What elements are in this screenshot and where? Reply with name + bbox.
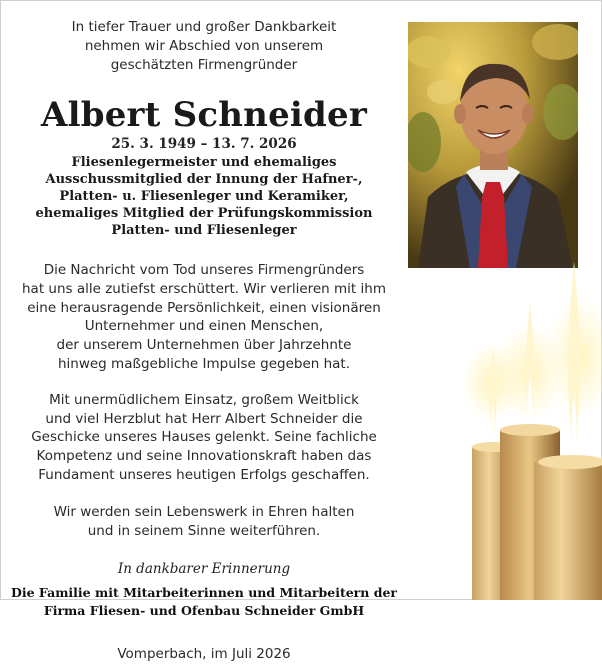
paragraph-line: Kompetenz und seine Innovationskraft haben das (36, 448, 372, 465)
paragraph-promise (0, 503, 408, 541)
role-line: Platten- u. Fliesenleger und Keramiker, (59, 189, 349, 204)
paragraph-line: Die Nachricht vom Tod unseres Firmengründers (43, 262, 365, 278)
life-dates: 25. 3. 1949 – 13. 7. 2026 (111, 136, 297, 152)
gratitude-line: In dankbarer Erinnerung (117, 561, 291, 578)
role-line: Platten- und Fliesenleger (111, 223, 297, 238)
place-date: Vomperbach, im Juli 2026 (117, 646, 291, 663)
paragraph-line: Geschicke unseres Hauses gelenkt. Seine fachliche (31, 429, 377, 446)
obituary-text (0, 18, 408, 664)
candles-illustration (462, 262, 602, 600)
paragraph-line: und in seinem Sinne weiterführen. (87, 522, 321, 539)
paragraph-line: hinweg maßgebliche Impulse gegeben hat. (57, 355, 351, 372)
intro-line: geschätzten Firmengründer (110, 57, 298, 73)
paragraph-line: Fundament unseres heutigen Erfolgs geschaffen. (38, 466, 370, 483)
family-line: Die Familie mit Mitarbeiterinnen und Mitarbeitern der (11, 585, 397, 601)
role-line: ehemaliges Mitglied der Prüfungskommission (35, 206, 373, 221)
portrait-photo (408, 22, 578, 268)
paragraph-line: Wir werden sein Lebenswerk in Ehren halten (53, 503, 355, 520)
family-line: Firma Fliesen- und Ofenbau Schneider GmbH (43, 602, 365, 618)
paragraph-tribute (0, 391, 408, 485)
role-line: Ausschussmitglied der Innung der Hafner-, (45, 172, 363, 187)
paragraph-message (0, 261, 408, 374)
intro-line: nehmen wir Abschied von unserem (84, 38, 324, 54)
portrait-illustration (408, 22, 578, 268)
paragraph-line: Mit unermüdlichem Einsatz, großem Weitblick (49, 391, 359, 408)
intro-line: In tiefer Trauer und großer Dankbarkeit (71, 19, 337, 35)
deceased-name: Albert Schneider (41, 95, 367, 135)
family-signature (0, 584, 408, 619)
paragraph-line: hat uns alle zutiefst erschüttert. Wir verlieren mit ihm (22, 280, 386, 297)
paragraph-line: und viel Herzblut hat Herr Albert Schneider die (45, 410, 363, 427)
role-description (0, 154, 408, 239)
paragraph-line: der unserem Unternehmen über Jahrzehnte (56, 337, 352, 354)
role-line: Fliesenlegermeister und ehemaliges (71, 155, 337, 170)
paragraph-line: Unternehmer und einen Menschen, (84, 318, 324, 335)
intro-text (0, 18, 408, 75)
paragraph-line: eine herausragende Persönlichkeit, einen visionären (27, 299, 381, 316)
candles-graphic (462, 262, 602, 600)
